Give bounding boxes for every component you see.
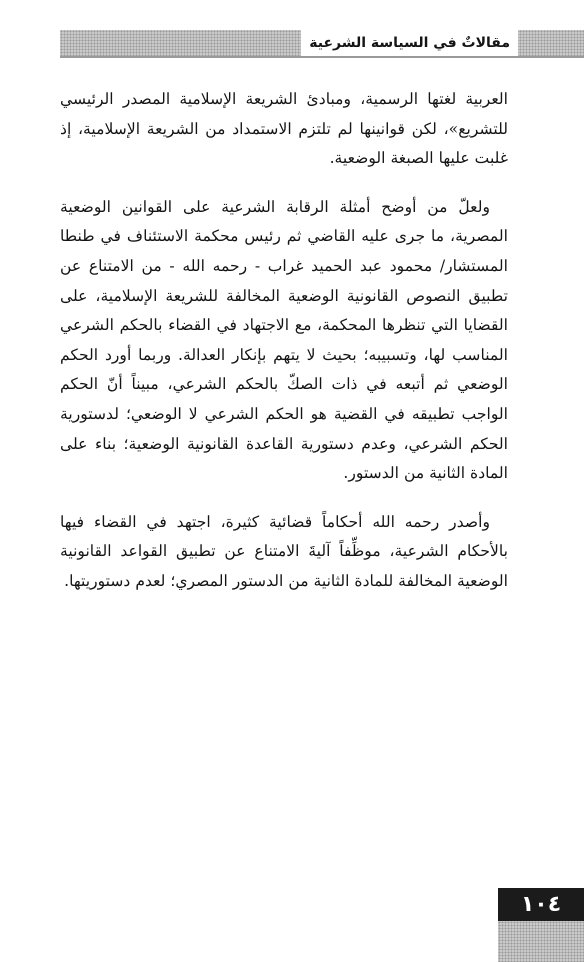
- body-paragraph: ولعلّ من أوضح أمثلة الرقابة الشرعية على القوانين الوضعية المصرية، ما جرى عليه القاضي ثم رئيس محكمة الاستئناف في طنطا المستشار/ محمود عبد الحميد غراب - رحمه الله - من الامتناع عن تطبيق النصوص القانونية الوضعية المخالفة للشريعة الإسلامية، على القضايا التي تنظرها المحكمة، مع الاجتهاد في القضاء بالحكم الشرعي المناسب لها، وتسبيبه؛ بحيث لا يتهم بإنكار العدالة. وربما أورد الحكم الوضعي ثم أتبعه في ذات الصكّ بالحكم الشرعي، مبيناً أنّ الحكم الواجب تطبيقه في القضية هو الحكم الشرعي لا الوضعي؛ لدستورية الحكم الشرعي، وعدم دستورية القاعدة القانونية الوضعية؛ بناء على المادة الثانية من الدستور.: [60, 197, 508, 483]
- article-body: [60, 85, 508, 616]
- running-title: مقالاتٌ في السياسة الشرعية: [301, 30, 518, 56]
- page-number-box: [498, 888, 584, 962]
- page-number: ١٠٤: [498, 888, 584, 921]
- running-header-bar: [60, 30, 584, 58]
- body-paragraph: العربية لغتها الرسمية، ومبادئ الشريعة الإسلامية المصدر الرئيسي للتشريع»، لكن قوانينها لم تلتزم الاستمداد من الشريعة الإسلامية، إذ غلبت عليها الصبغة الوضعية.: [60, 90, 508, 168]
- body-paragraph: وأصدر رحمه الله أحكاماً قضائية كثيرة، اجتهد في القضاء فيها بالأحكام الشرعية، موظِّفاً آليةَ الامتناع عن تطبيق القواعد القانونية الوضعية المخالفة للمادة الثانية من الدستور المصري؛ لعدم دستوريتها.: [60, 512, 508, 590]
